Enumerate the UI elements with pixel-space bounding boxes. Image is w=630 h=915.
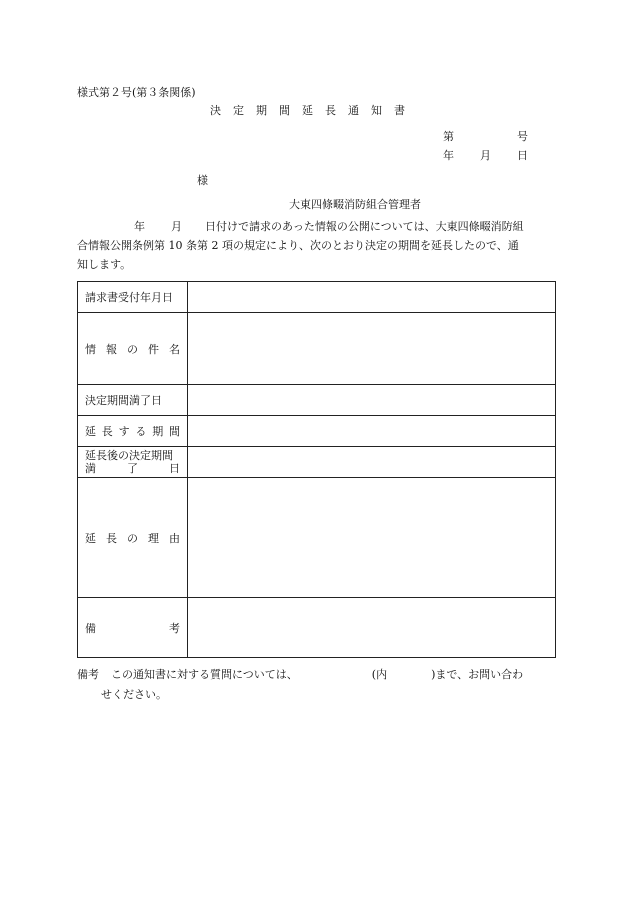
recipient-suffix: 様 xyxy=(197,174,208,187)
table-row xyxy=(78,313,556,385)
footnote-text-c: )まで、お問い合わ xyxy=(431,668,524,681)
footnote-prefix: 備考 xyxy=(77,668,99,681)
label-decision-deadline: 決定期間満了日 xyxy=(78,385,188,416)
table-row xyxy=(78,416,556,447)
field-extension-reason[interactable] xyxy=(188,478,556,598)
extension-form-table xyxy=(77,281,556,658)
footnote xyxy=(77,666,523,682)
body-line-3: 知します。 xyxy=(77,258,132,271)
issue-date xyxy=(443,147,528,163)
footnote-text-a: この通知書に対する質問については、 xyxy=(111,668,298,681)
table-row xyxy=(78,385,556,416)
label-extension-reason: 延 長 の 理 由 xyxy=(78,478,188,598)
date-year: 年 xyxy=(443,149,454,162)
reference-go: 号 xyxy=(517,130,528,143)
field-new-deadline[interactable] xyxy=(188,447,556,478)
footnote-text-b: (内 xyxy=(371,668,388,681)
field-remarks[interactable] xyxy=(188,598,556,658)
date-day: 日 xyxy=(517,149,528,162)
label-information-subject: 情 報 の 件 名 xyxy=(78,313,188,385)
label-new-deadline: 延長後の決定期間 満 了 日 xyxy=(78,447,188,478)
body-month: 月 xyxy=(171,220,182,233)
body-paragraph xyxy=(77,217,555,274)
body-line-1 xyxy=(77,217,555,236)
footnote-continued: せください。 xyxy=(101,688,167,701)
reference-number xyxy=(443,128,528,144)
document-title: 決定期間延長通知書 xyxy=(210,104,417,117)
reference-dai: 第 xyxy=(443,130,454,143)
form-number: 様式第２号(第３条関係) xyxy=(77,86,196,99)
table-row xyxy=(78,447,556,478)
table-row xyxy=(78,282,556,313)
label-remarks: 備 考 xyxy=(78,598,188,658)
body-line-2: 合情報公開条例第 10 条第 2 項の規定により、次のとおり決定の期間を延長したので、通 xyxy=(77,239,519,252)
field-extension-period[interactable] xyxy=(188,416,556,447)
label-request-date: 請求書受付年月日 xyxy=(78,282,188,313)
field-request-date[interactable] xyxy=(188,282,556,313)
table-row xyxy=(78,478,556,598)
issuer-name: 大東四條畷消防組合管理者 xyxy=(289,198,421,211)
date-month: 月 xyxy=(480,149,491,162)
field-information-subject[interactable] xyxy=(188,313,556,385)
label-extension-period: 延 長 す る 期 間 xyxy=(78,416,188,447)
body-line-1-rest: 日付けで請求のあった情報の公開については、大東四條畷消防組 xyxy=(205,220,524,233)
field-decision-deadline[interactable] xyxy=(188,385,556,416)
table-row xyxy=(78,598,556,658)
body-year: 年 xyxy=(134,220,145,233)
